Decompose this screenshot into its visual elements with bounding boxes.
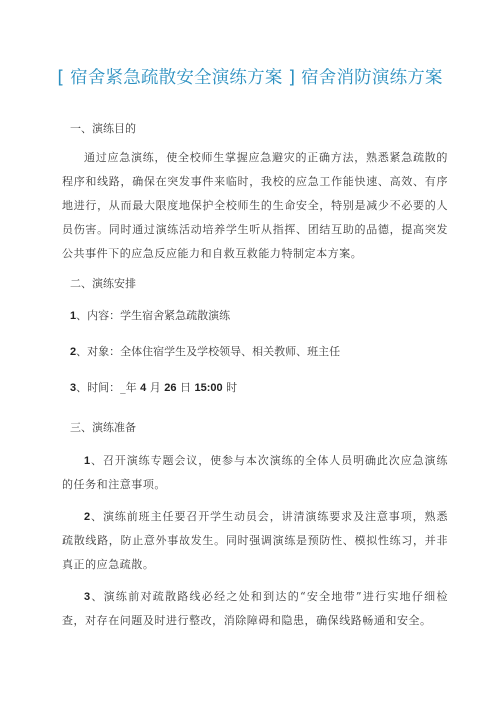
item-number: 1	[70, 310, 77, 322]
item-text: 、对象：全体住宿学生及学校领导、相关教师、班主任	[76, 345, 341, 358]
item-text: 、演练前对疏散路线必经之处和到达的“安全地带”进行实地仔细检查，对存在问题及时进行整改，消除障碍和隐患，确保线路畅通和安全。	[62, 590, 448, 627]
section-heading-arrangement: 二、演练安排	[70, 277, 136, 290]
time-day: 26	[164, 382, 177, 394]
section-heading-purpose: 一、演练目的	[70, 122, 136, 135]
time-month: 4	[140, 382, 147, 394]
preparation-item-1	[62, 449, 448, 497]
document-title: [ 宿舍紧急疏散安全演练方案 ] 宿舍消防演练方案	[57, 68, 443, 88]
arrangement-item-target	[70, 345, 448, 359]
item-text: 、内容：学生宿舍紧急疏散演练	[76, 309, 231, 322]
arrangement-item-content	[70, 309, 448, 323]
time-clock-unit: 时	[222, 381, 238, 394]
item-text: 、演练前班主任要召开学生动员会，讲清演练要求及注意事项，熟悉疏散线路，防止意外事故发生。同时强调演练是预防性、模拟性练习，并非真正的应急疏散。	[62, 510, 448, 571]
arrangement-item-time	[70, 381, 448, 395]
purpose-paragraph: 通过应急演练，使全校师生掌握应急避灾的正确方法，熟悉紧急疏散的程序和线路，确保在突发事件来临时，我校的应急工作能快速、高效、有序地进行，从而最大限度地保护全校师生的生命安全，特别是减少不必要的人员伤害。同时通过演练活动培养学生听从指挥、团结互助的品德，提高突发公共事件下的应急反应能力和自救互救能力特制定本方案。	[62, 151, 448, 260]
time-clock: 15:00	[194, 382, 223, 394]
item-number: 3	[84, 591, 91, 603]
preparation-item-2	[62, 505, 448, 577]
time-month-unit: 月	[146, 381, 165, 394]
time-day-unit: 日	[176, 381, 195, 394]
time-prefix: 、时间：_年	[76, 381, 141, 394]
item-number: 2	[84, 511, 91, 523]
preparation-item-3	[62, 585, 448, 633]
item-text: 、召开演练专题会议，使参与本次演练的全体人员明确此次应急演练的任务和注意事项。	[62, 454, 448, 491]
item-number: 3	[70, 382, 77, 394]
document-content	[62, 122, 448, 633]
item-number: 2	[70, 346, 77, 358]
section-heading-preparation: 三、演练准备	[70, 421, 136, 434]
item-number: 1	[84, 455, 91, 467]
